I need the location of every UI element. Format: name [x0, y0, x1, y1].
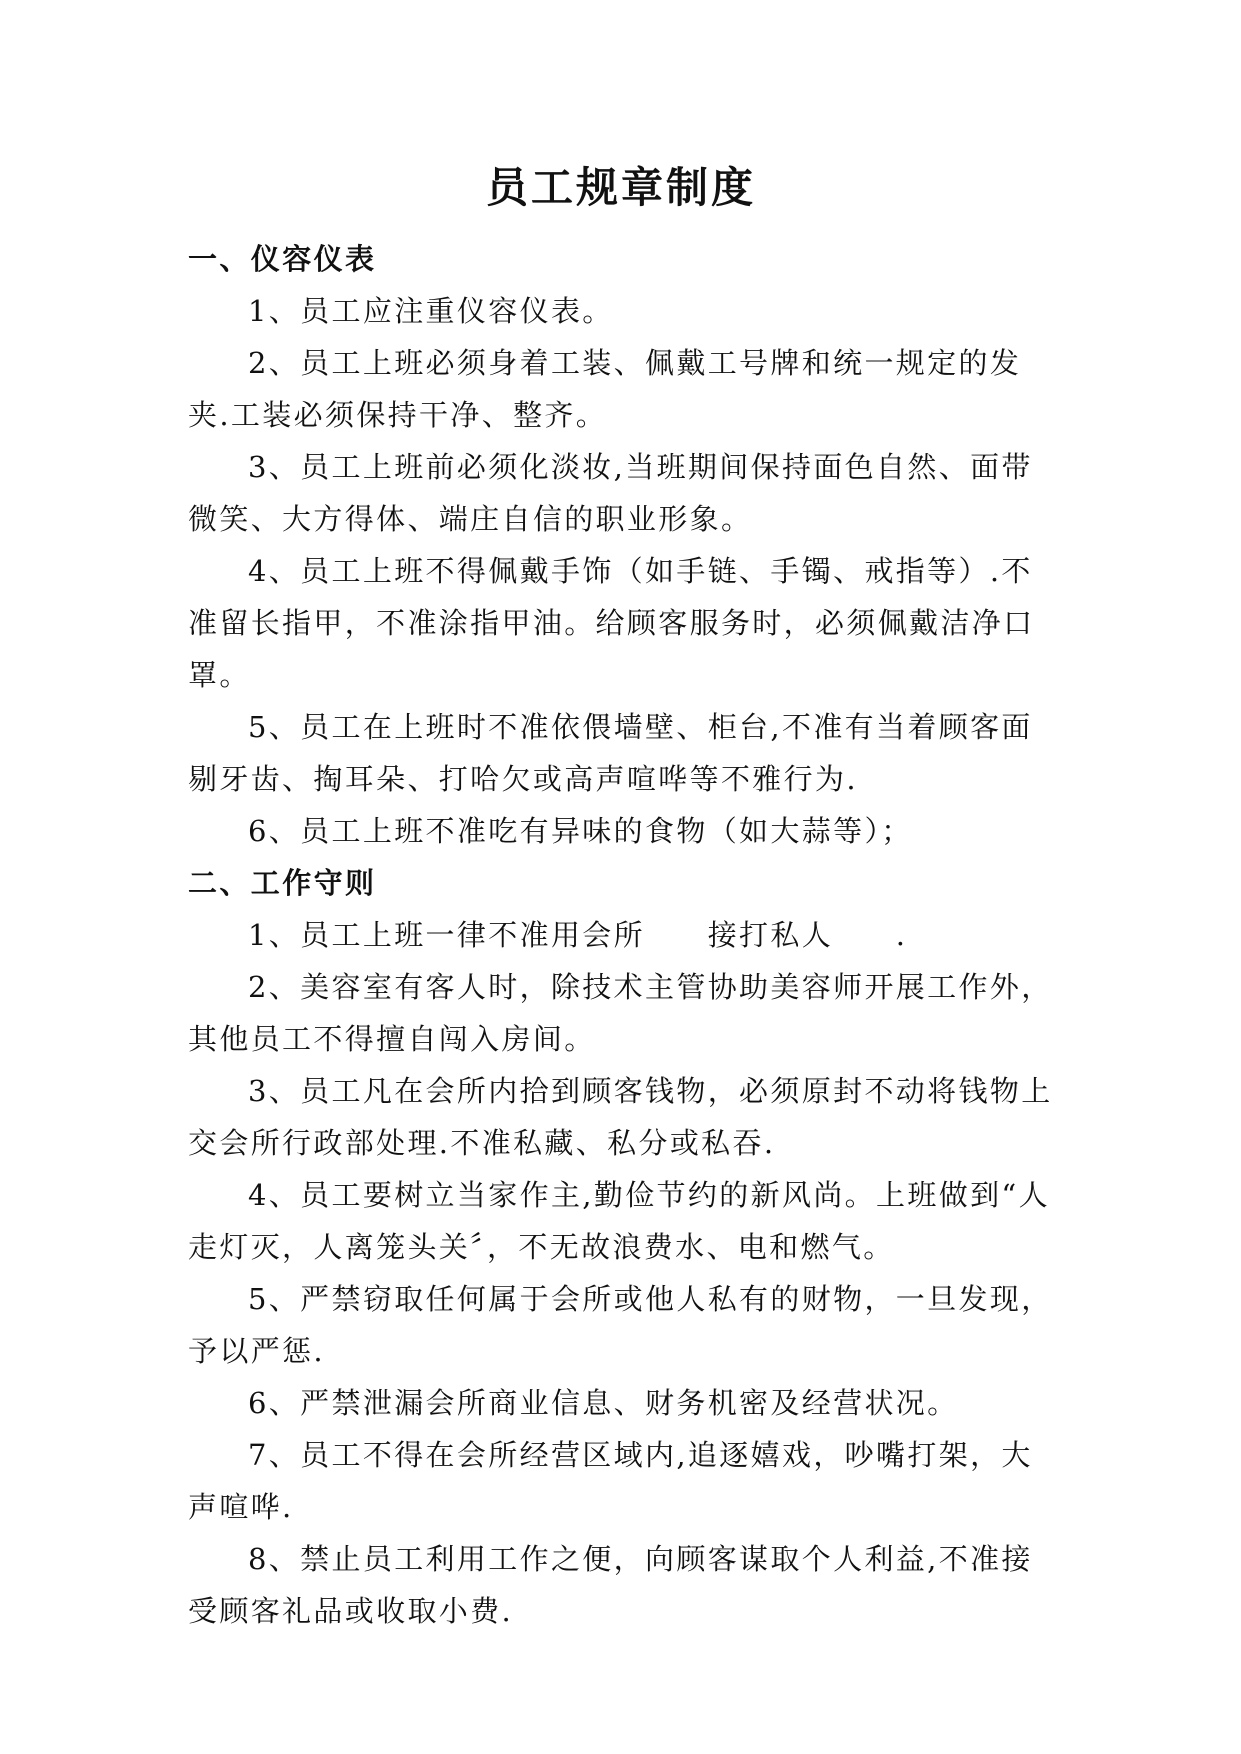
rule-item: 7、员工不得在会所经营区域内,追逐嬉戏，吵嘴打架，大声喧哗.: [188, 1438, 1033, 1524]
document-body: [188, 233, 1054, 1637]
section-work-rules: [188, 857, 1054, 1637]
rule-item: 4、员工要树立当家作主,勤俭节约的新风尚。上班做到“人走灯灭，人离笼头关〞，不无故浪费水、电和燃气。: [188, 1178, 1050, 1264]
section-heading: 一、仪容仪表: [188, 242, 377, 276]
rule-item: 1、员工上班一律不准用会所 接打私人 .: [248, 918, 908, 952]
section-appearance: [188, 233, 1054, 857]
rule-item: 2、美容室有客人时，除技术主管协助美容师开展工作外，其他员工不得擅自闯入房间。: [188, 970, 1053, 1056]
rule-item: 3、员工凡在会所内拾到顾客钱物，必须原封不动将钱物上交会所行政部处理.不准私藏、私分或私吞.: [188, 1074, 1053, 1160]
rule-item: 6、严禁泄漏会所商业信息、财务机密及经营状况。: [248, 1386, 959, 1420]
rule-item: 6、员工上班不准吃有异味的食物（如大蒜等）；: [248, 814, 913, 848]
rule-item: 2、员工上班必须身着工装、佩戴工号牌和统一规定的发夹.工装必须保持干净、整齐。: [188, 346, 1022, 432]
rule-item: 5、严禁窃取任何属于会所或他人私有的财物，一旦发现，予以严惩.: [188, 1282, 1053, 1368]
document-title: 员工规章制度: [485, 163, 756, 212]
rule-item: 1、员工应注重仪容仪表。: [248, 294, 614, 328]
rule-item: 4、员工上班不得佩戴手饰（如手链、手镯、戒指等）.不准留长指甲，不准涂指甲油。给顾客服务时，必须佩戴洁净口罩。: [188, 554, 1035, 692]
rule-item: 3、员工上班前必须化淡妆,当班期间保持面色自然、面带微笑、大方得体、端庄自信的职业形象。: [188, 450, 1033, 536]
section-heading: 二、工作守则: [188, 866, 377, 900]
rule-item: 5、员工在上班时不准依偎墙壁、柜台,不准有当着顾客面剔牙齿、掏耳朵、打哈欠或高声喧哗等不雅行为.: [188, 710, 1033, 796]
rule-item: 8、禁止员工利用工作之便，向顾客谋取个人利益,不准接受顾客礼品或收取小费.: [188, 1542, 1033, 1628]
